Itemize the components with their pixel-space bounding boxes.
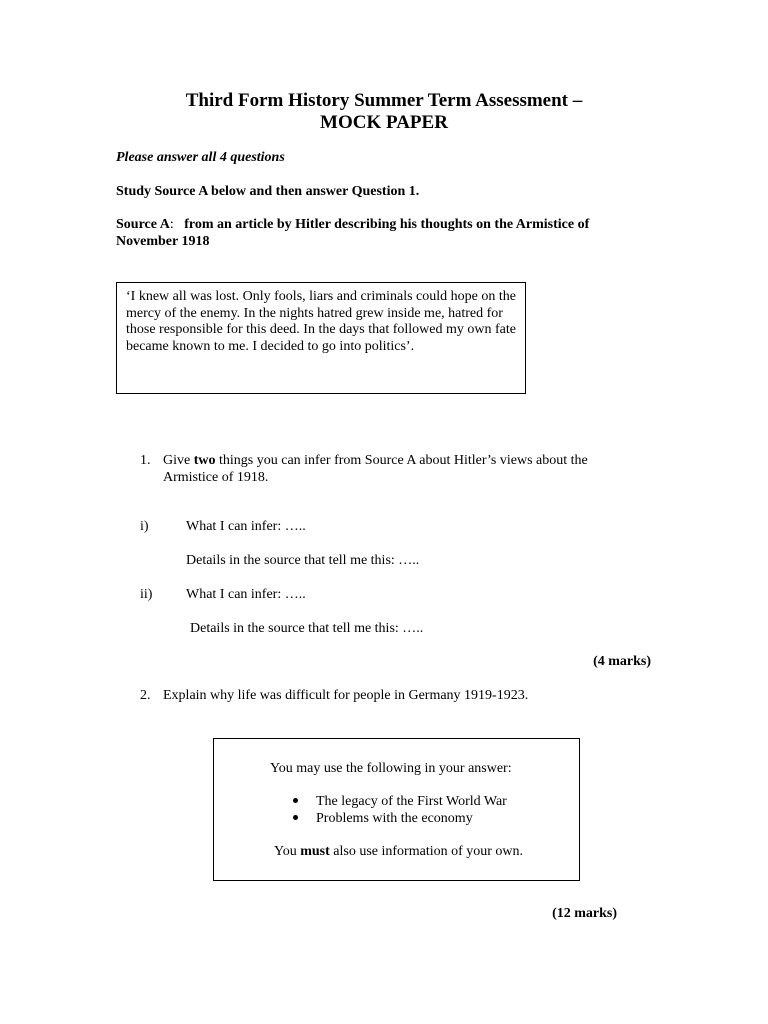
source-a-quote-box [116,282,526,394]
question-1-item-infer: What I can infer: ….. [186,587,306,602]
page-title-line-1: Third Form History Summer Term Assessment – [185,90,583,111]
question-1-item-details: Details in the source that tell me this: ….. [186,553,420,568]
hint-box-outro-bold: must [300,844,330,859]
hint-box-outro-before: You [274,844,301,859]
question-1-number: 1. [140,453,151,468]
question-1-item-details: Details in the source that tell me this: ….. [190,621,424,636]
question-1-marks: (4 marks) [593,654,651,669]
question-1-text-before: Give [163,453,194,468]
hint-box-outro [274,843,523,860]
instruction-answer-all: Please answer all 4 questions [116,150,285,165]
question-1-text-line-1 [163,452,588,469]
bullet-icon [293,798,298,803]
question-1-item-infer: What I can infer: ….. [186,519,306,534]
question-1-text-bold: two [193,453,216,468]
hint-box-bullet-item: The legacy of the First World War [316,794,507,809]
question-2-text: Explain why life was difficult for people in Germany 1919-1923. [163,688,529,703]
source-a-quote: ‘I knew all was lost. Only fools, liars and criminals could hope on the mercy of the enemy. In the nights hatred grew inside me, hatred for those responsible for this deed. In the days that followed my own fate became known to me. I decided to go into politics’. [126,289,516,354]
source-a-colon: : [169,217,174,232]
question-1-item-numeral: i) [140,519,149,534]
question-1-text-after: things you can infer from Source A about Hitler’s views about the [215,453,588,468]
bullet-icon [293,815,298,820]
question-1-item-numeral: ii) [140,587,153,602]
hint-box-bullet-item: Problems with the economy [316,811,473,826]
question-2-marks: (12 marks) [552,906,617,921]
instruction-study-source: Study Source A below and then answer Question 1. [116,184,420,199]
source-a-description: from an article by Hitler describing his thoughts on the Armistice of [184,217,590,232]
page-title-line-2: MOCK PAPER [320,112,448,133]
question-2-number: 2. [140,688,151,703]
hint-box-outro-after: also use information of your own. [329,844,524,859]
source-a-label: Source A [116,217,170,232]
question-1-text-line-2: Armistice of 1918. [163,470,269,485]
source-a-heading [116,216,589,233]
hint-box-intro: You may use the following in your answer: [270,761,512,776]
source-a-description-line-2: November 1918 [116,234,210,249]
